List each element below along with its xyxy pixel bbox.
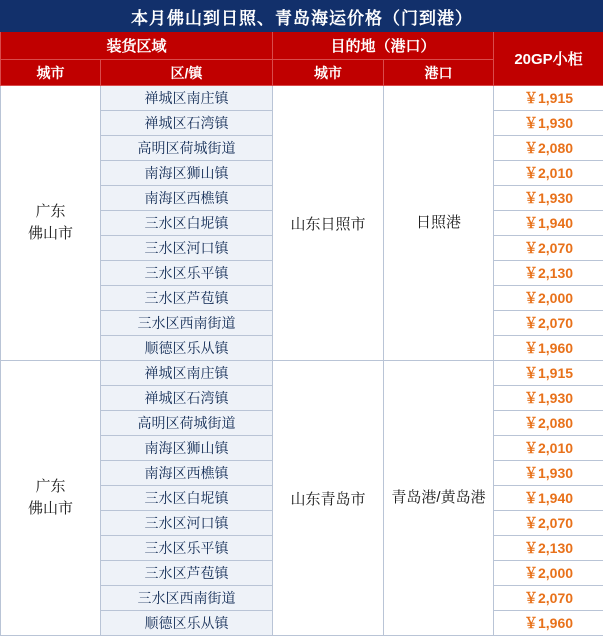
price-cell: ￥2,130 — [494, 261, 603, 286]
origin-district-cell: 三水区白坭镇 — [101, 486, 273, 511]
price-cell: ￥1,930 — [494, 111, 603, 136]
origin-district-cell: 三水区西南街道 — [101, 311, 273, 336]
header-destination-group: 目的地（港口） — [273, 32, 494, 60]
header-origin-group: 装货区域 — [1, 32, 273, 60]
price-cell: ￥2,070 — [494, 236, 603, 261]
price-cell: ￥2,080 — [494, 411, 603, 436]
header-origin-city: 城市 — [1, 60, 101, 86]
price-cell: ￥2,000 — [494, 561, 603, 586]
origin-city-cell — [1, 361, 101, 636]
table-title-row — [1, 1, 603, 32]
origin-district-cell: 禅城区石湾镇 — [101, 386, 273, 411]
origin-district-cell: 三水区乐平镇 — [101, 536, 273, 561]
dest-city-cell: 山东青岛市 — [273, 361, 384, 636]
dest-port-cell: 青岛港/黄岛港 — [384, 361, 494, 636]
price-cell: ￥2,080 — [494, 136, 603, 161]
header-dest-city: 城市 — [273, 60, 384, 86]
dest-city-cell: 山东日照市 — [273, 86, 384, 361]
price-cell: ￥2,070 — [494, 511, 603, 536]
price-cell: ￥2,010 — [494, 161, 603, 186]
origin-district-cell: 高明区荷城街道 — [101, 136, 273, 161]
origin-district-cell: 高明区荷城街道 — [101, 411, 273, 436]
origin-district-cell: 三水区西南街道 — [101, 586, 273, 611]
origin-district-cell: 三水区芦苞镇 — [101, 286, 273, 311]
origin-district-cell: 三水区芦苞镇 — [101, 561, 273, 586]
origin-city-cell — [1, 86, 101, 361]
price-cell: ￥1,940 — [494, 486, 603, 511]
header-origin-district: 区/镇 — [101, 60, 273, 86]
price-cell: ￥1,930 — [494, 186, 603, 211]
price-cell: ￥2,130 — [494, 536, 603, 561]
origin-district-cell: 三水区乐平镇 — [101, 261, 273, 286]
page-title: 本月佛山到日照、青岛海运价格（门到港） — [1, 1, 603, 32]
price-cell: ￥1,930 — [494, 461, 603, 486]
price-cell: ￥1,960 — [494, 336, 603, 361]
origin-city-line2: 佛山市 — [1, 223, 100, 246]
price-cell: ￥1,915 — [494, 361, 603, 386]
table-row — [1, 361, 603, 386]
table-row — [1, 86, 603, 111]
price-cell: ￥1,915 — [494, 86, 603, 111]
origin-district-cell: 禅城区石湾镇 — [101, 111, 273, 136]
dest-port-cell: 日照港 — [384, 86, 494, 361]
header-dest-port: 港口 — [384, 60, 494, 86]
origin-city-line2: 佛山市 — [1, 498, 100, 521]
price-cell: ￥2,070 — [494, 586, 603, 611]
table-group-header-row — [1, 32, 603, 60]
origin-district-cell: 禅城区南庄镇 — [101, 361, 273, 386]
price-cell: ￥1,960 — [494, 611, 603, 636]
price-cell: ￥2,070 — [494, 311, 603, 336]
price-cell: ￥2,000 — [494, 286, 603, 311]
origin-district-cell: 南海区西樵镇 — [101, 186, 273, 211]
origin-city-line1: 广东 — [1, 201, 100, 224]
origin-city-line1: 广东 — [1, 476, 100, 499]
origin-district-cell: 顺德区乐从镇 — [101, 611, 273, 636]
origin-district-cell: 三水区河口镇 — [101, 511, 273, 536]
origin-district-cell: 南海区西樵镇 — [101, 461, 273, 486]
price-cell: ￥2,010 — [494, 436, 603, 461]
origin-district-cell: 南海区狮山镇 — [101, 436, 273, 461]
origin-district-cell: 南海区狮山镇 — [101, 161, 273, 186]
origin-district-cell: 禅城区南庄镇 — [101, 86, 273, 111]
header-container-type: 20GP小柜 — [494, 32, 603, 86]
price-cell: ￥1,930 — [494, 386, 603, 411]
origin-district-cell: 三水区河口镇 — [101, 236, 273, 261]
price-cell: ￥1,940 — [494, 211, 603, 236]
origin-district-cell: 顺德区乐从镇 — [101, 336, 273, 361]
origin-district-cell: 三水区白坭镇 — [101, 211, 273, 236]
